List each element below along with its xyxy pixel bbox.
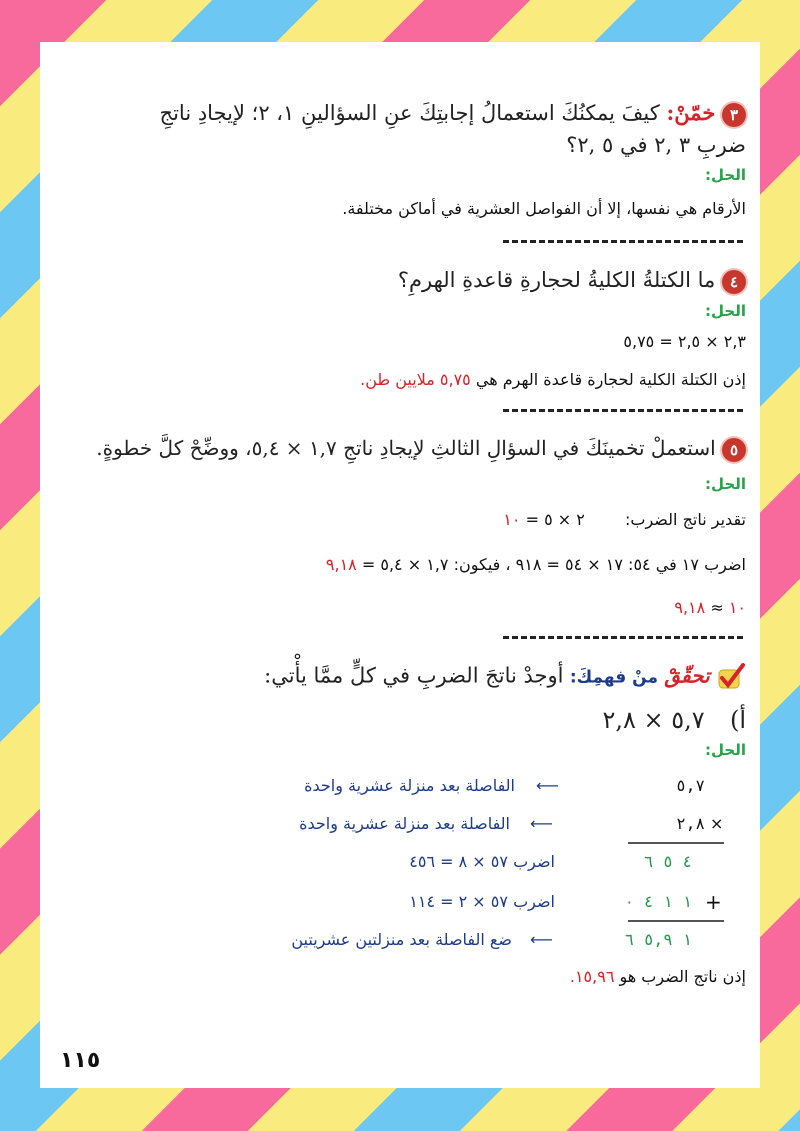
q5-estimate-label: تقدير ناتج الضرب: <box>625 510 746 529</box>
check-title-part2: منْ فهمِكَ: <box>569 667 658 688</box>
divider <box>503 240 743 243</box>
question-number-badge: ٣ <box>722 103 746 127</box>
plus-sign: + <box>705 890 722 914</box>
q5-estimate-expr: ٢ × ٥ = <box>525 510 585 529</box>
mult-row-note: الفاصلة بعد منزلة عشرية واحدة <box>299 814 510 833</box>
check-result: ١٥,٩٦. <box>569 967 615 986</box>
divider <box>503 636 743 639</box>
q4-solution-label: الحل: <box>705 302 746 320</box>
check-solution-label: الحل: <box>705 741 746 759</box>
q4-equation: ٢,٣ × ٢,٥ = ٥,٧٥ <box>623 332 746 351</box>
q5-multiply-expr: ١,٧ × ٥,٤ = <box>361 555 449 574</box>
q3-solution-label: الحل: <box>705 166 746 184</box>
check-item-label: أ) <box>729 706 746 734</box>
multiply-sign: × <box>710 814 724 833</box>
q5-estimate-result: ١٠ <box>503 510 521 529</box>
mult-row-arrow: ⟵ <box>530 814 553 833</box>
check-item <box>602 706 746 734</box>
page-sheet <box>40 42 760 1088</box>
mult-row-note: اضرب ٥٧ × ٨ = ٤٥٦ <box>409 852 555 871</box>
q5-estimate-line <box>503 510 746 529</box>
q5-solution-label: الحل: <box>705 475 746 493</box>
check-instruction: أوجدْ ناتجَ الضربِ في كلٍّ ممَّا يأْتي: <box>264 663 564 688</box>
mult-row-arrow: ⟵ <box>530 930 553 949</box>
q4-text: ما الكتلةُ الكليةُ لحجارةِ قاعدةِ الهرمِ؟ <box>397 268 716 292</box>
mult-row-note: ضع الفاصلة بعد منزلتين عشريتين <box>291 930 512 949</box>
check-title-part1: تحقّقْ <box>664 663 710 688</box>
q5-approx-left: ١٠ <box>728 598 746 617</box>
mult-row-arrow: ⟵ <box>536 776 559 795</box>
mult-row-value: ٥,٧ <box>676 776 705 795</box>
q3-text-line2: ضربِ ٣ ,٢ في ٥ ,٢؟ <box>566 133 746 157</box>
mult-row-value: ٢,٨ <box>676 814 705 833</box>
q4-conclusion-line <box>360 370 746 389</box>
mult-row-note: اضرب ٥٧ × ٢ = ١١٤ <box>409 892 555 911</box>
check-heading <box>264 662 746 692</box>
mult-row-value: ١ ٥,٩ ٦ <box>624 930 692 949</box>
q5-approx-symbol: ≈ <box>710 598 724 617</box>
q3-line1 <box>160 100 746 127</box>
page-number: ١١٥ <box>60 1048 101 1073</box>
q4-conclusion: إذن الكتلة الكلية لحجارة قاعدة الهرم هي <box>475 370 746 389</box>
q5-text: استعملْ تخمينَكَ في السؤالِ الثالثِ لإيجادِ ناتجِ ١,٧ × ٥,٤، ووضِّحْ كلَّ خطوةٍ. <box>96 436 716 460</box>
check-conclusion: إذن ناتج الضرب هو <box>619 967 746 986</box>
q3-answer: الأرقام هي نفسها، إلا أن الفواصل العشرية في أماكن مختلفة. <box>342 199 746 218</box>
q4-result: ٥,٧٥ ملايين طن. <box>360 370 471 389</box>
q5-approx-line <box>674 598 746 617</box>
check-conclusion-line <box>570 967 746 986</box>
q4-question <box>398 268 746 294</box>
sum-line <box>628 842 724 844</box>
q5-multiply-line <box>326 555 746 574</box>
q5-question <box>96 436 746 462</box>
question-number-badge: ٥ <box>722 438 746 462</box>
q5-multiply-text: اضرب ١٧ في ٥٤: ١٧ × ٥٤ = ٩١٨ ، فيكون: <box>453 555 746 574</box>
checkmark-icon <box>716 662 746 692</box>
q5-approx-right: ٩,١٨ <box>674 598 706 617</box>
q3-keyword: خمّنْ: <box>666 100 716 125</box>
q3-text-line1: كيفَ يمكنُكَ استعمالُ إجابتِكَ عنِ السؤالينِ ١، ٢؛ لإيجادِ ناتجِ <box>159 101 660 125</box>
mult-row-value: ٤ ٥ ٦ <box>643 852 692 871</box>
mult-row-note: الفاصلة بعد منزلة عشرية واحدة <box>304 776 515 795</box>
question-number-badge: ٤ <box>722 270 746 294</box>
sum-line <box>628 920 724 922</box>
mult-row-value: ١ ١ ٤ ٠ <box>624 892 692 911</box>
check-item-expr: ٥,٧ × ٢,٨ <box>602 706 705 734</box>
q5-multiply-result: ٩,١٨ <box>325 555 357 574</box>
divider <box>503 409 743 412</box>
